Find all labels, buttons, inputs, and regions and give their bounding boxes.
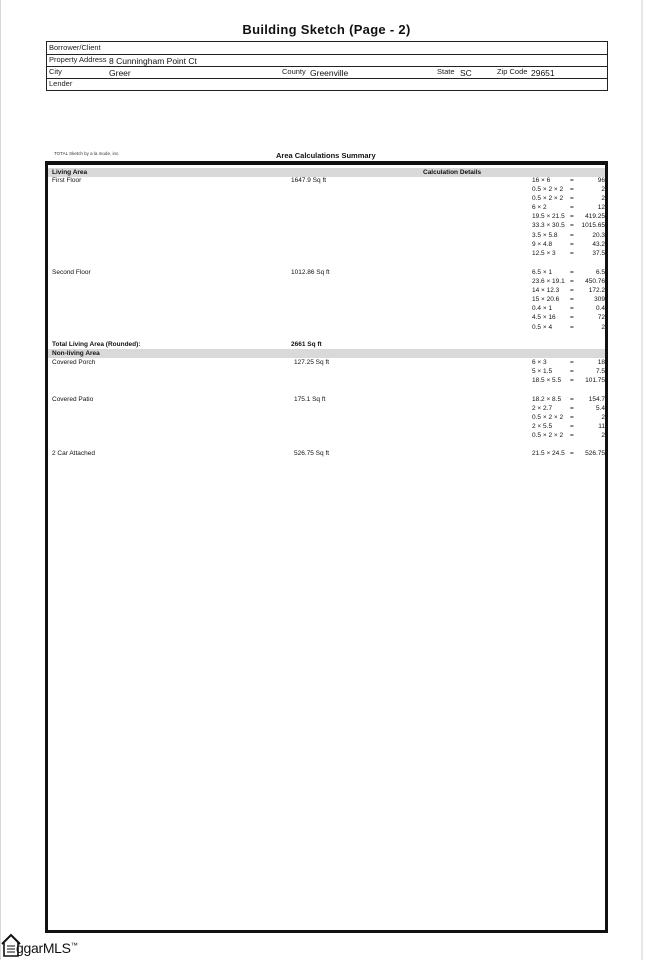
- calc-result: 154.7: [588, 396, 605, 403]
- calc-equals: =: [570, 405, 574, 413]
- calc-row: [530, 295, 605, 304]
- calc-result: 2: [601, 195, 605, 203]
- calc-result: 2: [601, 186, 605, 194]
- summary-title: Area Calculations Summary: [276, 151, 376, 160]
- calc-result: 2: [601, 323, 605, 331]
- calc-result: 96: [597, 177, 605, 184]
- calc-row: [530, 194, 605, 203]
- area-name-covered-patio: Covered Patio: [52, 396, 94, 403]
- calc-row: [530, 277, 605, 286]
- calc-row: [530, 176, 605, 185]
- software-credit: TOTAL Sketch by a la mode, inc.: [54, 151, 120, 156]
- calc-equals: =: [570, 414, 574, 422]
- calc-result: 101.75: [585, 377, 605, 385]
- calc-row: [530, 212, 605, 221]
- calc-result: 20.3: [592, 231, 605, 239]
- living-area-header-bar: [48, 168, 605, 177]
- area-name-2-car-attached: 2 Car Attached: [52, 450, 95, 457]
- zip-label: Zip Code: [497, 67, 528, 76]
- calc-expression: 3.5 × 5.8: [532, 231, 558, 239]
- calc-row: [530, 367, 605, 376]
- calc-list-2-car-attached: [530, 449, 605, 458]
- calc-row: [530, 249, 605, 258]
- calc-equals: =: [570, 249, 574, 257]
- calc-expression: 4.5 × 16: [532, 314, 556, 322]
- total-living-area-label: Total Living Area (Rounded):: [52, 341, 141, 348]
- header-info-box: [46, 41, 608, 91]
- calc-expression: 9 × 4.8: [532, 240, 553, 248]
- area-value-second-floor: 1012.86 Sq ft: [291, 269, 330, 276]
- calc-equals: =: [570, 396, 574, 403]
- calc-expression: 0.5 × 2 × 2: [532, 195, 564, 203]
- area-value-first-floor: 1647.9 Sq ft: [291, 177, 327, 184]
- calc-result: 11: [598, 423, 605, 431]
- calc-row: [530, 422, 605, 431]
- calc-row: [530, 376, 605, 385]
- calc-expression: 0.4 × 1: [532, 305, 553, 313]
- calc-expression: 6 × 2: [532, 204, 547, 212]
- calc-expression: 0.5 × 2 × 2: [532, 414, 564, 422]
- county-label: County: [282, 67, 306, 76]
- total-living-area-value: 2661 Sq ft: [291, 341, 322, 348]
- page-left-edge: [0, 0, 1, 960]
- calc-equals: =: [570, 278, 574, 286]
- calc-row: [530, 323, 605, 332]
- area-value-covered-porch: 127.25 Sq ft: [294, 359, 330, 366]
- calc-result: 18: [597, 359, 605, 366]
- calc-expression: 5 × 1.5: [532, 368, 553, 376]
- calc-row: [530, 431, 605, 440]
- calc-expression: 16 × 6: [532, 177, 551, 184]
- calc-equals: =: [570, 177, 574, 184]
- calc-result: 7.5: [595, 368, 605, 376]
- calc-expression: 0.5 × 4: [532, 323, 553, 331]
- calc-list-first-floor: [530, 176, 605, 258]
- calc-expression: 2 × 5.5: [532, 423, 553, 431]
- calc-expression: 14 × 12.3: [532, 287, 560, 295]
- calc-equals: =: [570, 368, 574, 376]
- area-name-covered-porch: Covered Porch: [52, 359, 96, 366]
- logo-wordmark: ggarMLS: [16, 940, 71, 956]
- calc-result: 172.2: [588, 287, 605, 295]
- calculation-details-heading: Calculation Details: [423, 169, 482, 176]
- zip-value: 29651: [531, 68, 555, 78]
- calc-expression: 6 × 3: [532, 359, 547, 366]
- lender-label: Lender: [49, 79, 73, 88]
- non-living-area-header-bar: [48, 349, 605, 358]
- calc-row: [530, 313, 605, 322]
- calc-expression: 18.2 × 8.5: [532, 396, 562, 403]
- non-living-area-heading: Non-living Area: [52, 350, 100, 357]
- calc-expression: 23.6 × 19.1: [532, 278, 565, 286]
- calc-result: 2: [601, 432, 605, 440]
- calc-result: 43.2: [592, 240, 605, 248]
- calc-result: 450.76: [585, 278, 605, 286]
- calc-result: 2: [601, 414, 605, 422]
- calc-expression: 21.5 × 24.5: [532, 450, 565, 457]
- calc-expression: 18.5 × 5.5: [532, 377, 562, 385]
- calc-equals: =: [570, 231, 574, 239]
- calc-expression: 19.5 × 21.5: [532, 213, 565, 221]
- state-label: State: [437, 67, 455, 76]
- county-value: Greenville: [310, 68, 349, 78]
- calc-expression: 33.3 × 30.5: [532, 222, 565, 230]
- calc-list-covered-patio: [530, 395, 605, 440]
- calc-result: 72: [597, 314, 605, 322]
- calc-row: [530, 404, 605, 413]
- calc-result: 1015.65: [581, 222, 605, 230]
- calc-expression: 15 × 20.6: [532, 296, 560, 304]
- calc-row: [530, 231, 605, 240]
- calc-result: 5.4: [595, 405, 605, 413]
- calc-equals: =: [570, 204, 574, 212]
- calc-equals: =: [570, 314, 574, 322]
- area-calculations-sheet: [45, 161, 608, 933]
- calc-row: [530, 203, 605, 212]
- city-value: Greer: [109, 68, 131, 78]
- calc-expression: 2 × 2.7: [532, 405, 553, 413]
- area-value-covered-patio: 175.1 Sq ft: [294, 396, 326, 403]
- city-label: City: [49, 67, 62, 76]
- area-value-2-car-attached: 526.75 Sq ft: [294, 450, 330, 457]
- logo-text: [16, 940, 77, 956]
- calc-equals: =: [570, 269, 574, 276]
- calc-expression: 0.5 × 2 × 2: [532, 186, 564, 194]
- address-value: 8 Cunningham Point Ct: [109, 56, 197, 66]
- calc-row: [530, 240, 605, 249]
- calc-result: 309: [594, 296, 605, 304]
- calc-equals: =: [570, 359, 574, 366]
- calc-result: 37.5: [592, 249, 605, 257]
- calc-row: [530, 304, 605, 313]
- mls-logo: [0, 930, 96, 960]
- calc-expression: 6.5 × 1: [532, 269, 553, 276]
- page-right-edge: [641, 0, 643, 960]
- calc-result: 0.4: [595, 305, 605, 313]
- calc-row: [530, 286, 605, 295]
- state-value: SC: [460, 68, 472, 78]
- calc-equals: =: [570, 213, 574, 221]
- calc-equals: =: [570, 450, 574, 457]
- calc-expression: 0.5 × 2 × 2: [532, 432, 564, 440]
- area-name-first-floor: First Floor: [52, 177, 82, 184]
- calc-equals: =: [570, 296, 574, 304]
- document-title: Building Sketch (Page - 2): [242, 22, 411, 37]
- logo-trademark: ™: [70, 942, 78, 950]
- calc-equals: =: [570, 323, 574, 331]
- calc-row: [530, 268, 605, 277]
- calc-result: 6.5: [595, 269, 605, 276]
- calc-equals: =: [570, 305, 574, 313]
- calc-result: 419.25: [585, 213, 605, 221]
- calc-row: [530, 185, 605, 194]
- calc-row: [530, 449, 605, 458]
- calc-equals: =: [570, 287, 574, 295]
- calc-row: [530, 395, 605, 404]
- calc-equals: =: [570, 432, 574, 440]
- borrower-label: Borrower/Client: [49, 43, 101, 52]
- calc-equals: =: [570, 377, 574, 385]
- calc-result: 526.75: [585, 450, 605, 457]
- calc-row: [530, 221, 605, 230]
- calc-result: 12: [597, 204, 605, 212]
- calc-equals: =: [570, 423, 574, 431]
- area-name-second-floor: Second Floor: [52, 269, 91, 276]
- calc-list-covered-porch: [530, 358, 605, 385]
- calc-equals: =: [570, 222, 574, 230]
- address-label: Property Address: [49, 55, 107, 64]
- calc-list-second-floor: [530, 268, 605, 332]
- calc-row: [530, 413, 605, 422]
- calc-row: [530, 358, 605, 367]
- calc-equals: =: [570, 195, 574, 203]
- calc-equals: =: [570, 186, 574, 194]
- lender-row: [47, 78, 607, 90]
- living-area-heading: Living Area: [52, 169, 88, 176]
- calc-expression: 12.5 × 3: [532, 249, 556, 257]
- calc-equals: =: [570, 240, 574, 248]
